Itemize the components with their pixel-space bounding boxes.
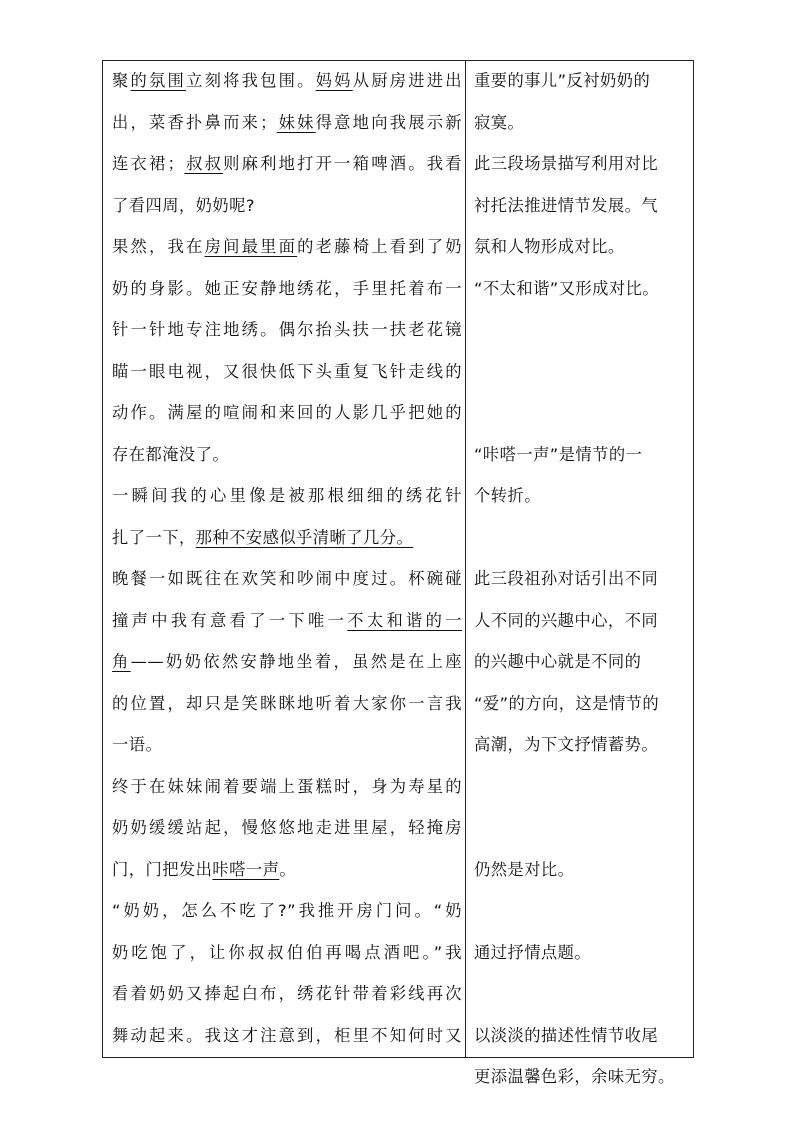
passage-line [112,647,462,677]
commentary-line: “不太和谐”又形成对比。 [474,278,660,298]
underlined-phrase: 房间最里面 [204,237,298,256]
passage-line [112,564,462,594]
text-segment: 了看四周，奶奶呢? [112,195,255,215]
commentary-line: “爱”的方向，这是情节的 [474,693,660,713]
text-segment: 一语。 [112,735,163,754]
commentary-line: 寂寞。 [474,112,525,132]
text-segment: 终于在妹妹闹着要端上蛋糕时，身为寿星的 [112,776,462,796]
commentary-line: 以淡淡的描述性情节收尾 [474,1025,659,1045]
passage-line [112,149,462,179]
text-segment: 奶的身影。她正安静地绣花，手里托着布一 [112,278,462,298]
commentary-line: 的兴趣中心就是不同的 [474,652,642,671]
text-segment: 得意地向我展示新 [315,112,462,132]
commentary-line: 通过抒情点题。 [474,942,592,962]
passage-line [112,855,462,885]
text-segment: 聚 [112,71,131,90]
passage-line [112,398,462,428]
commentary-line: 个转折。 [474,486,541,505]
passage-line [112,813,462,843]
commentary-line: 衬托法推进情节发展。气 [474,195,659,215]
commentary-line: 人不同的兴趣中心，不同 [474,610,659,630]
passage-line [112,606,462,636]
underlined-phrase: 妈妈 [315,71,353,90]
passage-line [112,523,462,553]
passage-line [112,315,462,345]
passage-line [112,232,462,262]
passage-line [112,66,462,96]
passage-line [112,440,462,470]
passage-line [112,689,462,719]
commentary-line: 重要的事儿”反衬奶奶的 [474,71,651,90]
text-segment: 舞动起来。我这才注意到，柜里不知何时又 [112,1025,462,1045]
commentary-line: 此三段祖孙对话引出不同 [474,569,659,588]
passage-line [112,730,462,760]
passage-line [112,481,462,511]
passage-line [112,1021,462,1051]
text-segment: 果然，我在 [112,237,205,256]
text-segment: 看着奶奶又捧起白布，绣花针带着彩线再次 [112,984,462,1003]
underlined-phrase: 角 [112,652,131,671]
passage-line [112,357,462,387]
text-segment: 的老藤椅上看到了奶 [297,237,462,256]
commentary-line: “咔嗒一声”是情节的一 [474,444,643,464]
text-segment: 从厨房进进出 [352,71,463,90]
text-segment: 立刻将我包围。 [186,71,316,90]
commentary-line: 高潮，为下文抒情蓄势。 [474,735,659,754]
text-segment: 瞄一眼电视，又很快低下头重复飞针走线的 [112,361,462,381]
underlined-phrase: 叔叔 [184,154,224,173]
text-segment: 出，菜香扑鼻而来； [112,112,277,132]
text-segment: 撞声中我有意看了一下唯一 [112,610,348,630]
text-segment: “奶奶，怎么不吃了?”我推开房门问。“奶 [112,901,462,920]
passage-line [112,938,462,968]
commentary-line: 氛和人物形成对比。 [474,237,625,256]
passage-line [112,191,462,221]
text-segment: 则麻利地打开一箱啤酒。我看 [223,154,462,173]
text-segment: 连衣裙； [112,154,185,173]
commentary-line: 仍然是对比。 [474,859,575,879]
text-segment: ——奶奶依然安静地坐着，虽然是在上座 [130,652,462,671]
text-segment: 门，门把发出 [112,859,213,879]
underlined-phrase: 咔嗒一声 [212,859,280,879]
underlined-phrase: 不太和谐的一 [347,610,462,630]
passage-line [112,979,462,1009]
underlined-phrase: 那种不安感似乎清晰了几分。 [195,527,414,547]
annotation-table [102,60,694,1086]
text-segment: 。 [279,859,297,879]
text-segment: 的位置，却只是笑眯眯地听着大家你一言我 [112,693,462,713]
underlined-phrase: 的氛围 [130,71,187,90]
text-segment: 动作。满屋的喧闹和来回的人影几乎把她的 [112,403,462,422]
text-segment: 奶奶缓缓站起，慢悠悠地走进里屋，轻掩房 [112,818,462,837]
text-segment: 扎了一下， [112,527,196,547]
passage-line [112,896,462,926]
passage-line [112,772,462,802]
commentary-line: 更添温馨色彩，余味无穷。 [474,1067,675,1086]
text-segment: 晚餐一如既往在欢笑和吵闹中度过。杯碗碰 [112,569,462,588]
text-segment: 奶吃饱了，让你叔叔伯伯再喝点酒吧。”我 [112,942,462,962]
text-segment: 存在都淹没了。 [112,444,230,464]
text-segment: 针一针地专注地绣。偶尔抬头扶一扶老花镜 [112,320,462,339]
passage-line [112,274,462,304]
text-segment: 一瞬间我的心里像是被那根细细的绣花针 [112,486,462,505]
passage-line [112,108,462,138]
underlined-phrase: 妹妹 [276,112,316,132]
column-divider [465,61,466,1057]
commentary-line: 此三段场景描写利用对比 [474,154,659,173]
